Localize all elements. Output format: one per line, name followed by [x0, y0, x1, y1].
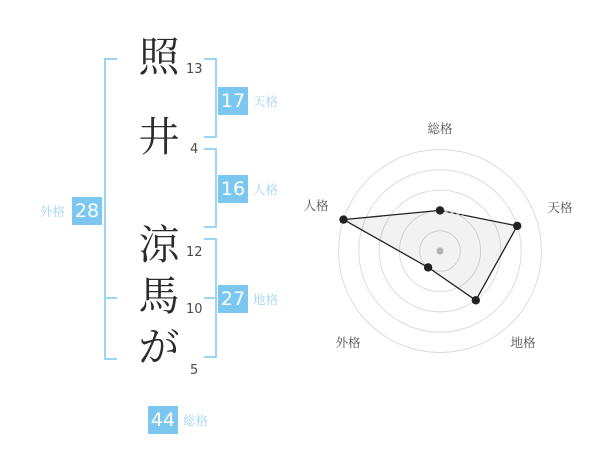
gaikaku-badge-label: 外格 [39, 204, 65, 219]
tenkaku-bracket [204, 58, 217, 138]
name-character-2: 井 [138, 113, 180, 161]
stroke-count-3: 12 [186, 245, 203, 260]
radar-data-point [472, 296, 480, 304]
radar-data-point [424, 263, 432, 271]
soukaku-badge: 44 [148, 406, 178, 434]
gaikaku-bracket-mid-tick [104, 297, 117, 299]
chikaku-badge-label: 地格 [253, 292, 279, 307]
stroke-count-1: 13 [186, 62, 203, 77]
name-character-4: 馬 [138, 272, 180, 320]
gaikaku-bracket [104, 58, 117, 360]
gaikaku-badge: 28 [72, 197, 102, 225]
jinkaku-bracket [204, 148, 217, 228]
tenkaku-badge-label: 天格 [253, 94, 279, 109]
jinkaku-badge-label: 人格 [253, 182, 279, 197]
name-character-5: が [138, 323, 180, 371]
jinkaku-badge: 16 [218, 175, 248, 203]
name-character-1: 照 [138, 33, 180, 81]
radar-axis-label: 天格 [547, 200, 573, 215]
radar-data-point [339, 215, 347, 223]
stroke-count-4: 10 [186, 302, 203, 317]
stroke-count-5: 5 [190, 363, 199, 378]
fortune-radar-chart [290, 116, 590, 361]
soukaku-badge-label: 総格 [183, 413, 209, 428]
radar-data-point [513, 222, 521, 230]
tenkaku-badge: 17 [218, 87, 248, 115]
radar-data-polygon [344, 210, 518, 300]
name-character-3: 涼 [138, 221, 180, 269]
radar-axis-label: 外格 [335, 335, 361, 350]
radar-axis-label: 人格 [303, 198, 329, 213]
chikaku-badge: 27 [218, 285, 248, 313]
radar-axis-label: 地格 [510, 335, 536, 350]
stroke-count-2: 4 [190, 142, 199, 157]
chikaku-bracket-mid-tick [204, 297, 217, 299]
radar-data-point [436, 206, 444, 214]
radar-axis-label: 総格 [427, 121, 453, 136]
